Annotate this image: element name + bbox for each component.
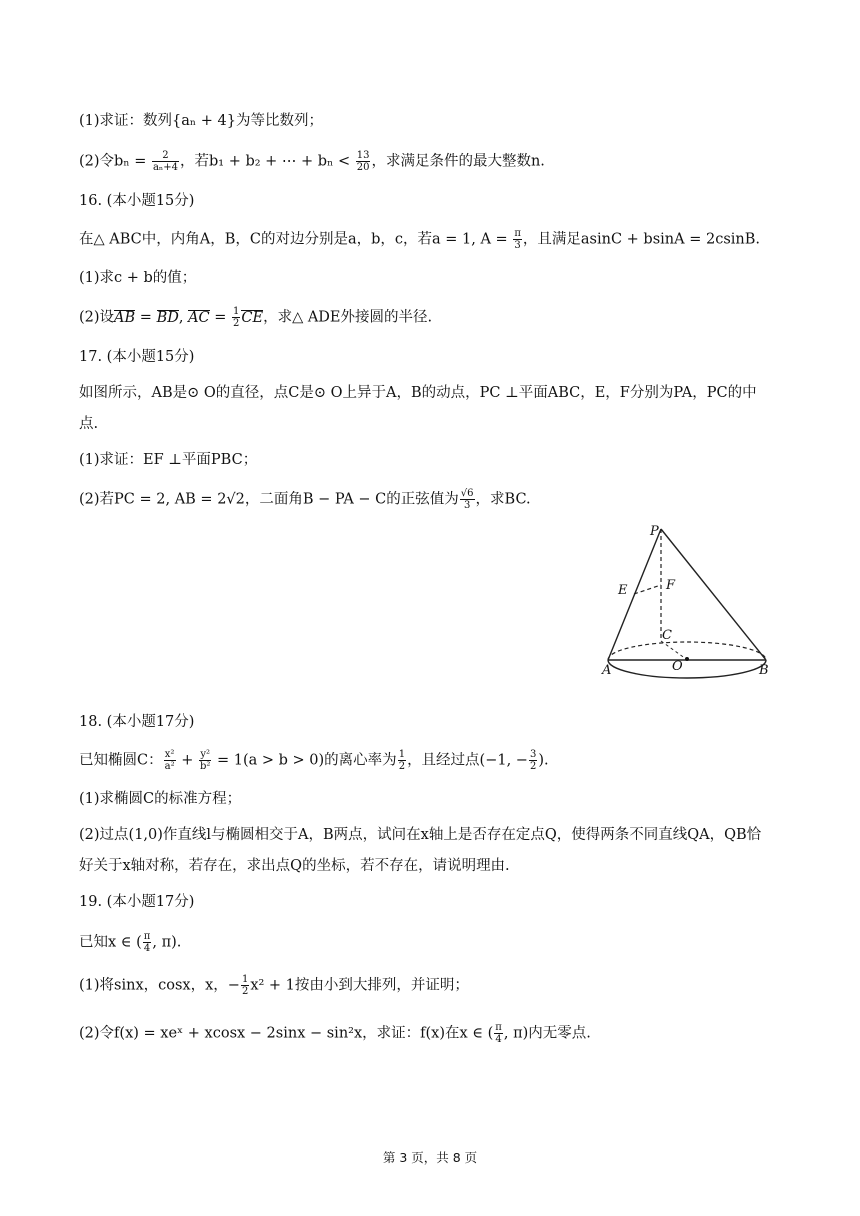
fraction: $\frac{1}{2}$: [398, 749, 406, 772]
cone-figure: [596, 518, 786, 682]
q17-part1: (1)求证：EF ⊥平面PBC；: [79, 452, 258, 468]
label-P: P: [650, 524, 659, 539]
q18-part1: (1)求椭圆C的标准方程；: [79, 791, 242, 807]
label-O: O: [672, 659, 683, 674]
q18-heading: 18. (本小题17分): [79, 714, 195, 730]
vector: CE: [241, 309, 264, 326]
q18-part2-cont: 好关于x轴对称，若存在，求出点Q的坐标，若不存在，请说明理由.: [79, 858, 510, 874]
vector: AC: [188, 309, 210, 326]
segment-PB: [661, 529, 766, 660]
label-E: E: [618, 583, 628, 598]
fraction: $\frac{√6}{3}$: [460, 488, 474, 511]
q18-statement: 已知椭圆C： $\frac{\text{x²}}{\text{a²}}$ + $\frac{\text{y²}}{\text{b²}}$ = 1(a > b > 0)的离心率为 $\frac{1}{2}$ ，且经过点(−1, − $\frac{3}{2}$ ).: [79, 749, 549, 772]
vector: AB: [114, 309, 136, 326]
q16-heading: 16. (本小题15分): [79, 193, 195, 209]
q17-statement-cont: 点.: [79, 416, 99, 432]
label-F: F: [666, 578, 676, 593]
q19-statement: 已知x ∈ ( $\frac{\pi}{4}$ , π).: [79, 931, 182, 954]
q16-part1: (1)求c + b的值；: [79, 270, 197, 286]
fraction: $\frac{\pi}{3}$: [514, 228, 521, 251]
fraction: $\frac{\text{x²}}{\text{a²}}$: [164, 749, 175, 772]
fraction: $\frac{1}{2}$: [233, 306, 240, 329]
fraction: $\frac{\pi}{4}$: [495, 1022, 502, 1045]
label-C: C: [662, 628, 672, 643]
q15-part2-mid: ，若b₁ + b₂ + ⋯ + bₙ <: [180, 153, 355, 170]
q18-part2: (2)过点(1,0)作直线l与椭圆相交于A，B两点，试问在x轴上是否存在定点Q，使得两条不同直线QA，QB恰: [79, 827, 762, 843]
page-footer: 第 3 页，共 8 页: [382, 1150, 478, 1165]
fraction: $\frac{2}{\text{aₙ+4}}$: [152, 150, 178, 173]
q19-part1: (1)将sinx，cosx，x，− $\frac{1}{2}$ x² + 1按由小到大排列，并证明；: [79, 974, 469, 997]
q17-part2: (2)若PC = 2, AB = 2√2，二面角B − PA − C的正弦值为 $\frac{√6}{3}$ ，求BC.: [79, 488, 531, 511]
vector: BD: [156, 309, 179, 326]
fraction: $\frac{\text{y²}}{\text{b²}}$: [199, 749, 211, 772]
fraction: $\frac{\pi}{4}$: [143, 931, 151, 954]
q16-part2: (2)设AB = BD, AC = $\frac{1}{2}$ CE，求△ ADE外接圆的半径.: [79, 306, 433, 329]
fraction: $\frac{3}{2}$: [529, 749, 537, 772]
center-O-dot: [685, 657, 689, 661]
q15-part2-tail: ，求满足条件的最大整数n.: [371, 153, 545, 170]
q15-part2-prefix: (2)令bₙ =: [79, 153, 151, 170]
q19-part2: (2)令f(x) = xeˣ + xcosx − 2sinx − sin²x，求证：f(x)在x ∈ ( $\frac{\pi}{4}$ , π)内无零点.: [79, 1022, 591, 1045]
q15-part1: (1)求证：数列{aₙ + 4}为等比数列；: [79, 113, 323, 129]
fraction: $\frac{1}{2}$: [241, 974, 249, 997]
q17-statement: 如图所示，AB是⊙ O的直径，点C是⊙ O上异于A，B的动点，PC ⊥平面ABC，E，F分别为PA，PC的中: [79, 385, 757, 401]
segment-CO: [661, 641, 686, 659]
segment-PA: [608, 529, 661, 660]
base-ellipse-front: [608, 660, 766, 678]
fraction: $\frac{13}{20}$: [356, 150, 370, 173]
q17-heading: 17. (本小题15分): [79, 349, 195, 365]
q16-statement: 在△ ABC中，内角A，B，C的对边分别是a，b，c，若a = 1, A = $\frac{\pi}{3}$ ，且满足asinC + bsinA = 2csinB.: [79, 228, 760, 251]
label-B: B: [759, 663, 769, 678]
q19-heading: 19. (本小题17分): [79, 894, 195, 910]
q15-part2: [79, 150, 545, 173]
label-A: A: [602, 663, 612, 678]
